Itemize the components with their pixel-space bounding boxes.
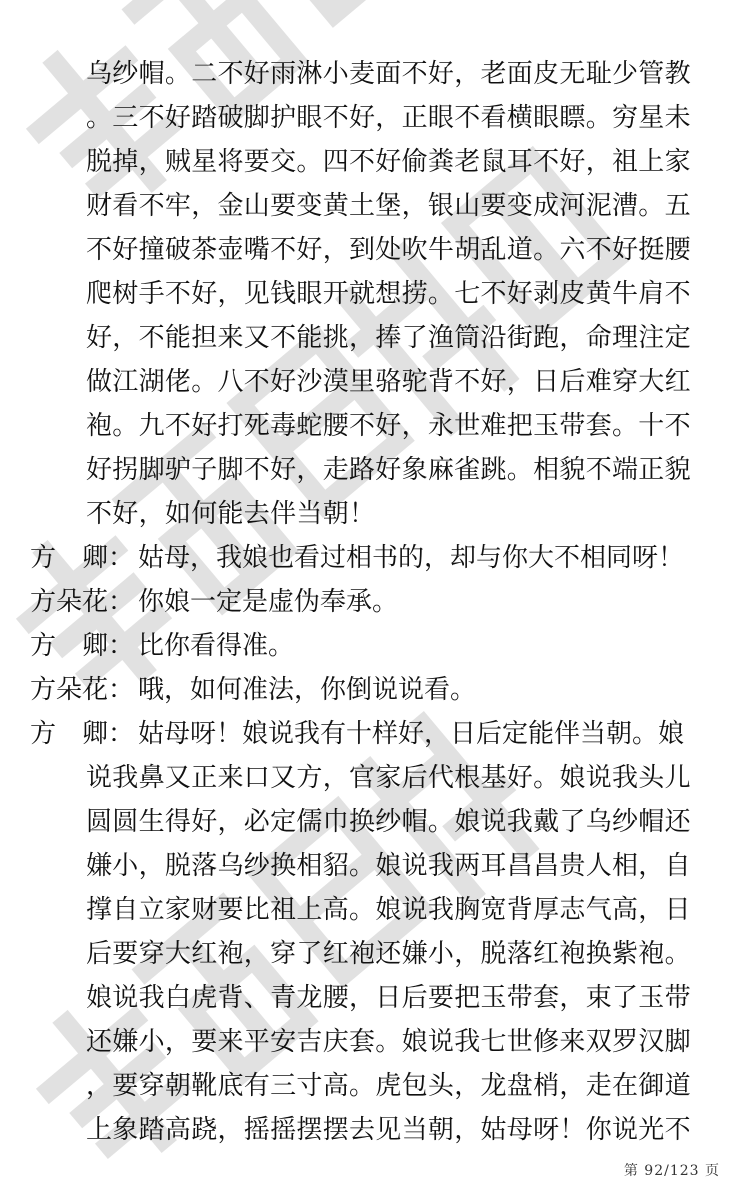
dialogue-text: 姑母呀！娘说我有十样好，日后定能伴当朝。娘 [138, 719, 685, 749]
text-line: 娘说我白虎背、青龙腰，日后要把玉带套，束了玉带 [86, 983, 691, 1013]
dialogue-line [30, 584, 706, 620]
text-line: 嫌小，脱落乌纱换相貂。娘说我两耳昌昌贵人相，自 [86, 851, 691, 881]
text-line: 说我鼻又正来口又方，官家后代根基好。娘说我头儿 [86, 763, 691, 793]
text-line: 后要穿大红袍，穿了红袍还嫌小，脱落红袍换紫袍。 [86, 939, 691, 969]
dialogue-line [30, 540, 706, 576]
speaker-label: 方 卿： [30, 719, 135, 749]
text-line: 。三不好踏破脚护眼不好，正眼不看横眼瞟。穷星未 [86, 103, 691, 133]
speaker-label: 方 卿： [30, 631, 135, 661]
text-line: 撑自立家财要比祖上高。娘说我胸宽背厚志气高，日 [86, 895, 691, 925]
text-line: 爬树手不好，见钱眼开就想捞。七不好剥皮黄牛肩不 [86, 279, 691, 309]
page-indicator: 第 92/123 页 [623, 1163, 720, 1179]
text-line: 做江湖佬。八不好沙漠里骆驼背不好，日后难穿大红 [86, 367, 691, 397]
text-line: 不好，如何能去伴当朝！ [86, 499, 376, 529]
text-line: 乌纱帽。二不好雨淋小麦面不好，老面皮无耻少管教 [86, 59, 691, 89]
dialogue-text: 哦，如何准法，你倒说说看。 [138, 675, 477, 705]
text-line: 脱掉，贼星将要交。四不好偷粪老鼠耳不好，祖上家 [86, 147, 691, 177]
dialogue-line [30, 628, 706, 664]
speaker-label: 方朵花： [30, 675, 135, 705]
speaker-label: 方朵花： [30, 587, 135, 617]
dialogue-line [30, 716, 706, 752]
speaker-label: 方 卿： [30, 543, 135, 573]
text-line: 不好撞破茶壶嘴不好，到处吹牛胡乱道。六不好挺腰 [86, 235, 691, 265]
text-line: 袍。九不好打死毒蛇腰不好，永世难把玉带套。十不 [86, 411, 691, 441]
text-line: ，要穿朝靴底有三寸高。虎包头，龙盘梢，走在御道 [86, 1071, 691, 1101]
dialogue-line [30, 672, 706, 708]
text-line: 财看不牢，金山要变黄土堡，银山要变成河泥漕。五 [86, 191, 691, 221]
text-line: 圆圆生得好，必定儒巾换纱帽。娘说我戴了乌纱帽还 [86, 807, 691, 837]
dialogue-text: 比你看得准。 [138, 631, 295, 661]
text-line: 好，不能担来又不能挑，捧了渔筒沿街跑，命理注定 [86, 323, 691, 353]
text-line: 好拐脚驴子脚不好，走路好象麻雀跳。相貌不端正貌 [86, 455, 691, 485]
text-line: 上象踏高跷，摇摇摆摆去见当朝，姑母呀！你说光不 [86, 1115, 691, 1145]
dialogue-text: 姑母，我娘也看过相书的，却与你大不相同呀！ [138, 543, 685, 573]
dialogue-text: 你娘一定是虚伪奉承。 [138, 587, 399, 617]
text-line: 还嫌小，要来平安吉庆套。娘说我七世修来双罗汉脚 [86, 1027, 691, 1057]
